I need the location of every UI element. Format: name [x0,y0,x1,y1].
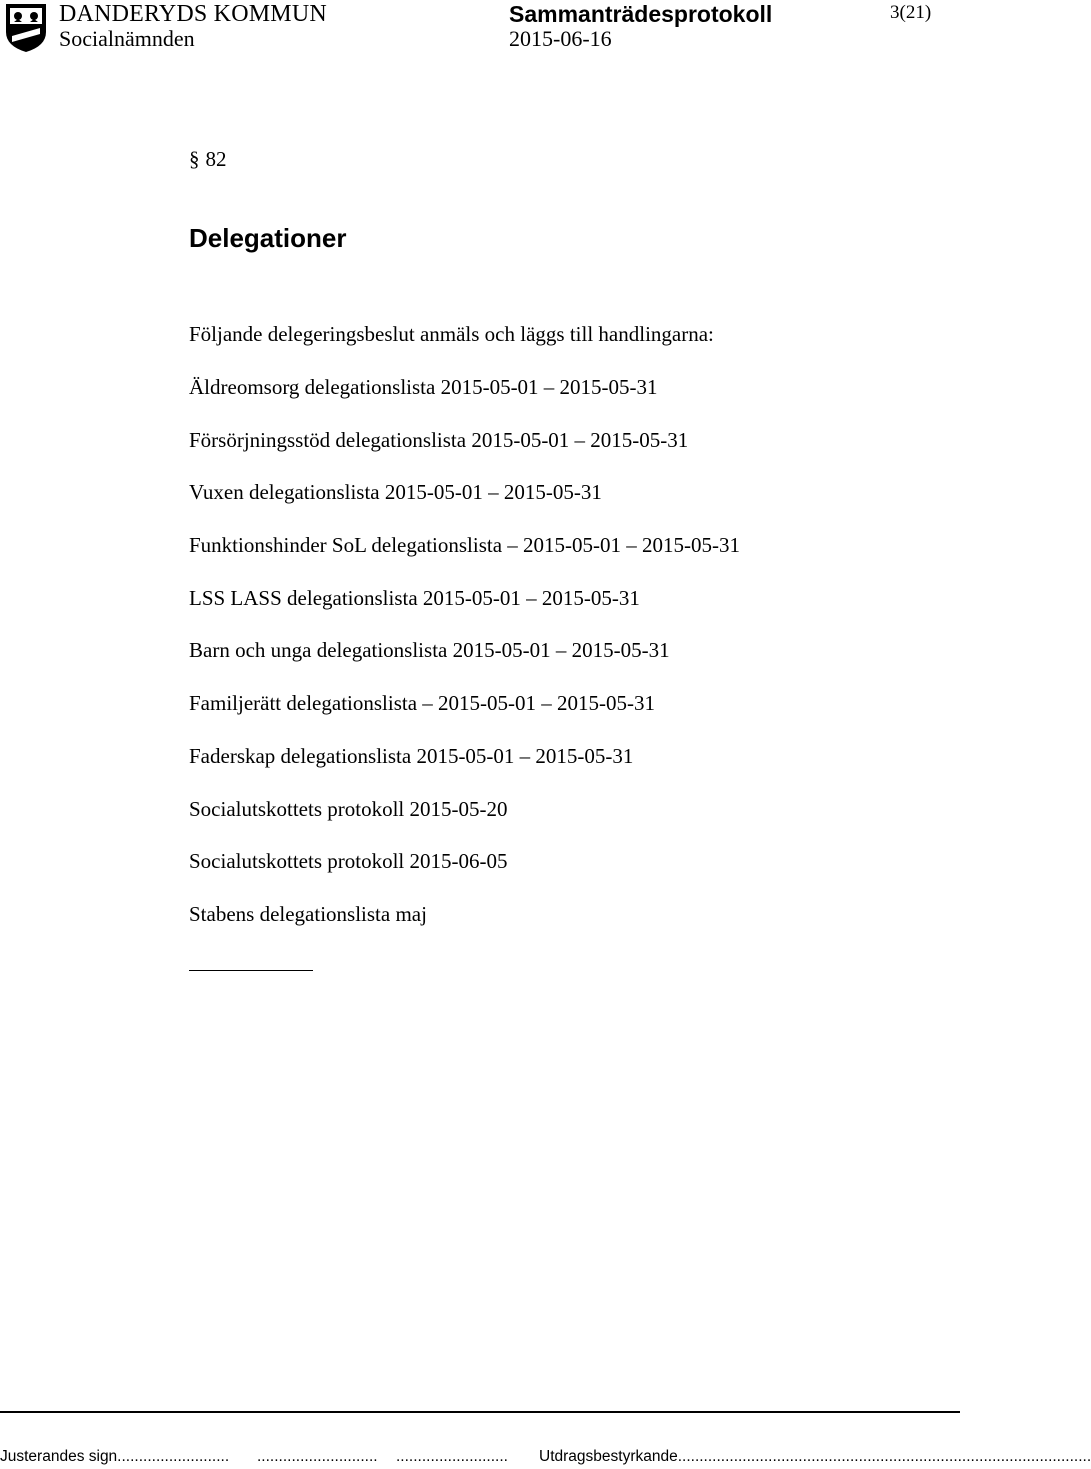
page-number: 3(21) [890,2,932,23]
adjuster-sign-field-3: .......................... [396,1448,508,1465]
intro-text: Följande delegeringsbeslut anmäls och läggs till handlingarna: [189,322,714,346]
meeting-date: 2015-06-16 [509,26,612,51]
municipality-crest-logo [4,2,48,54]
footer-divider [0,1411,960,1413]
section-heading: Delegationer [189,223,347,253]
section-symbol: § [189,147,200,171]
list-item: LSS LASS delegationslista 2015-05-01 – 2015-05-31 [189,585,640,610]
footer-signature-line [0,1446,1091,1468]
list-item: Äldreomsorg delegationslista 2015-05-01 – 2015-05-31 [189,375,658,399]
list-item: Funktionshinder SoL delegationslista – 2015-05-01 – 2015-05-31 [189,533,741,558]
list-item: Vuxen delegationslista 2015-05-01 – 2015-05-31 [189,480,602,505]
section-end-rule [189,970,313,971]
list-item: Försörjningsstöd delegationslista 2015-05-01 – 2015-05-31 [189,427,689,452]
list-item: Socialutskottets protokoll 2015-05-20 [189,796,508,821]
extract-certification-label: Utdragsbestyrkande................................................................................................ [539,1448,1091,1465]
document-title: Sammanträdesprotokoll [509,1,773,27]
list-item: Familjerätt delegationslista – 2015-05-01 – 2015-05-31 [189,691,655,716]
paragraph-number [189,145,227,173]
list-item: Stabens delegationslista maj [189,901,427,926]
list-item: Socialutskottets protokoll 2015-06-05 [189,849,508,874]
list-item: Faderskap delegationslista 2015-05-01 – 2015-05-31 [189,743,634,768]
adjuster-sign-field-2: ............................ [257,1448,378,1465]
adjuster-sign-label: Justerandes sign.......................... [0,1448,230,1465]
list-item: Barn och unga delegationslista 2015-05-01 – 2015-05-31 [189,638,670,663]
department-name: Socialnämnden [59,26,195,51]
section-number: 82 [205,147,227,171]
decision-list [189,373,740,953]
municipality-name: DANDERYDS KOMMUN [59,1,327,27]
